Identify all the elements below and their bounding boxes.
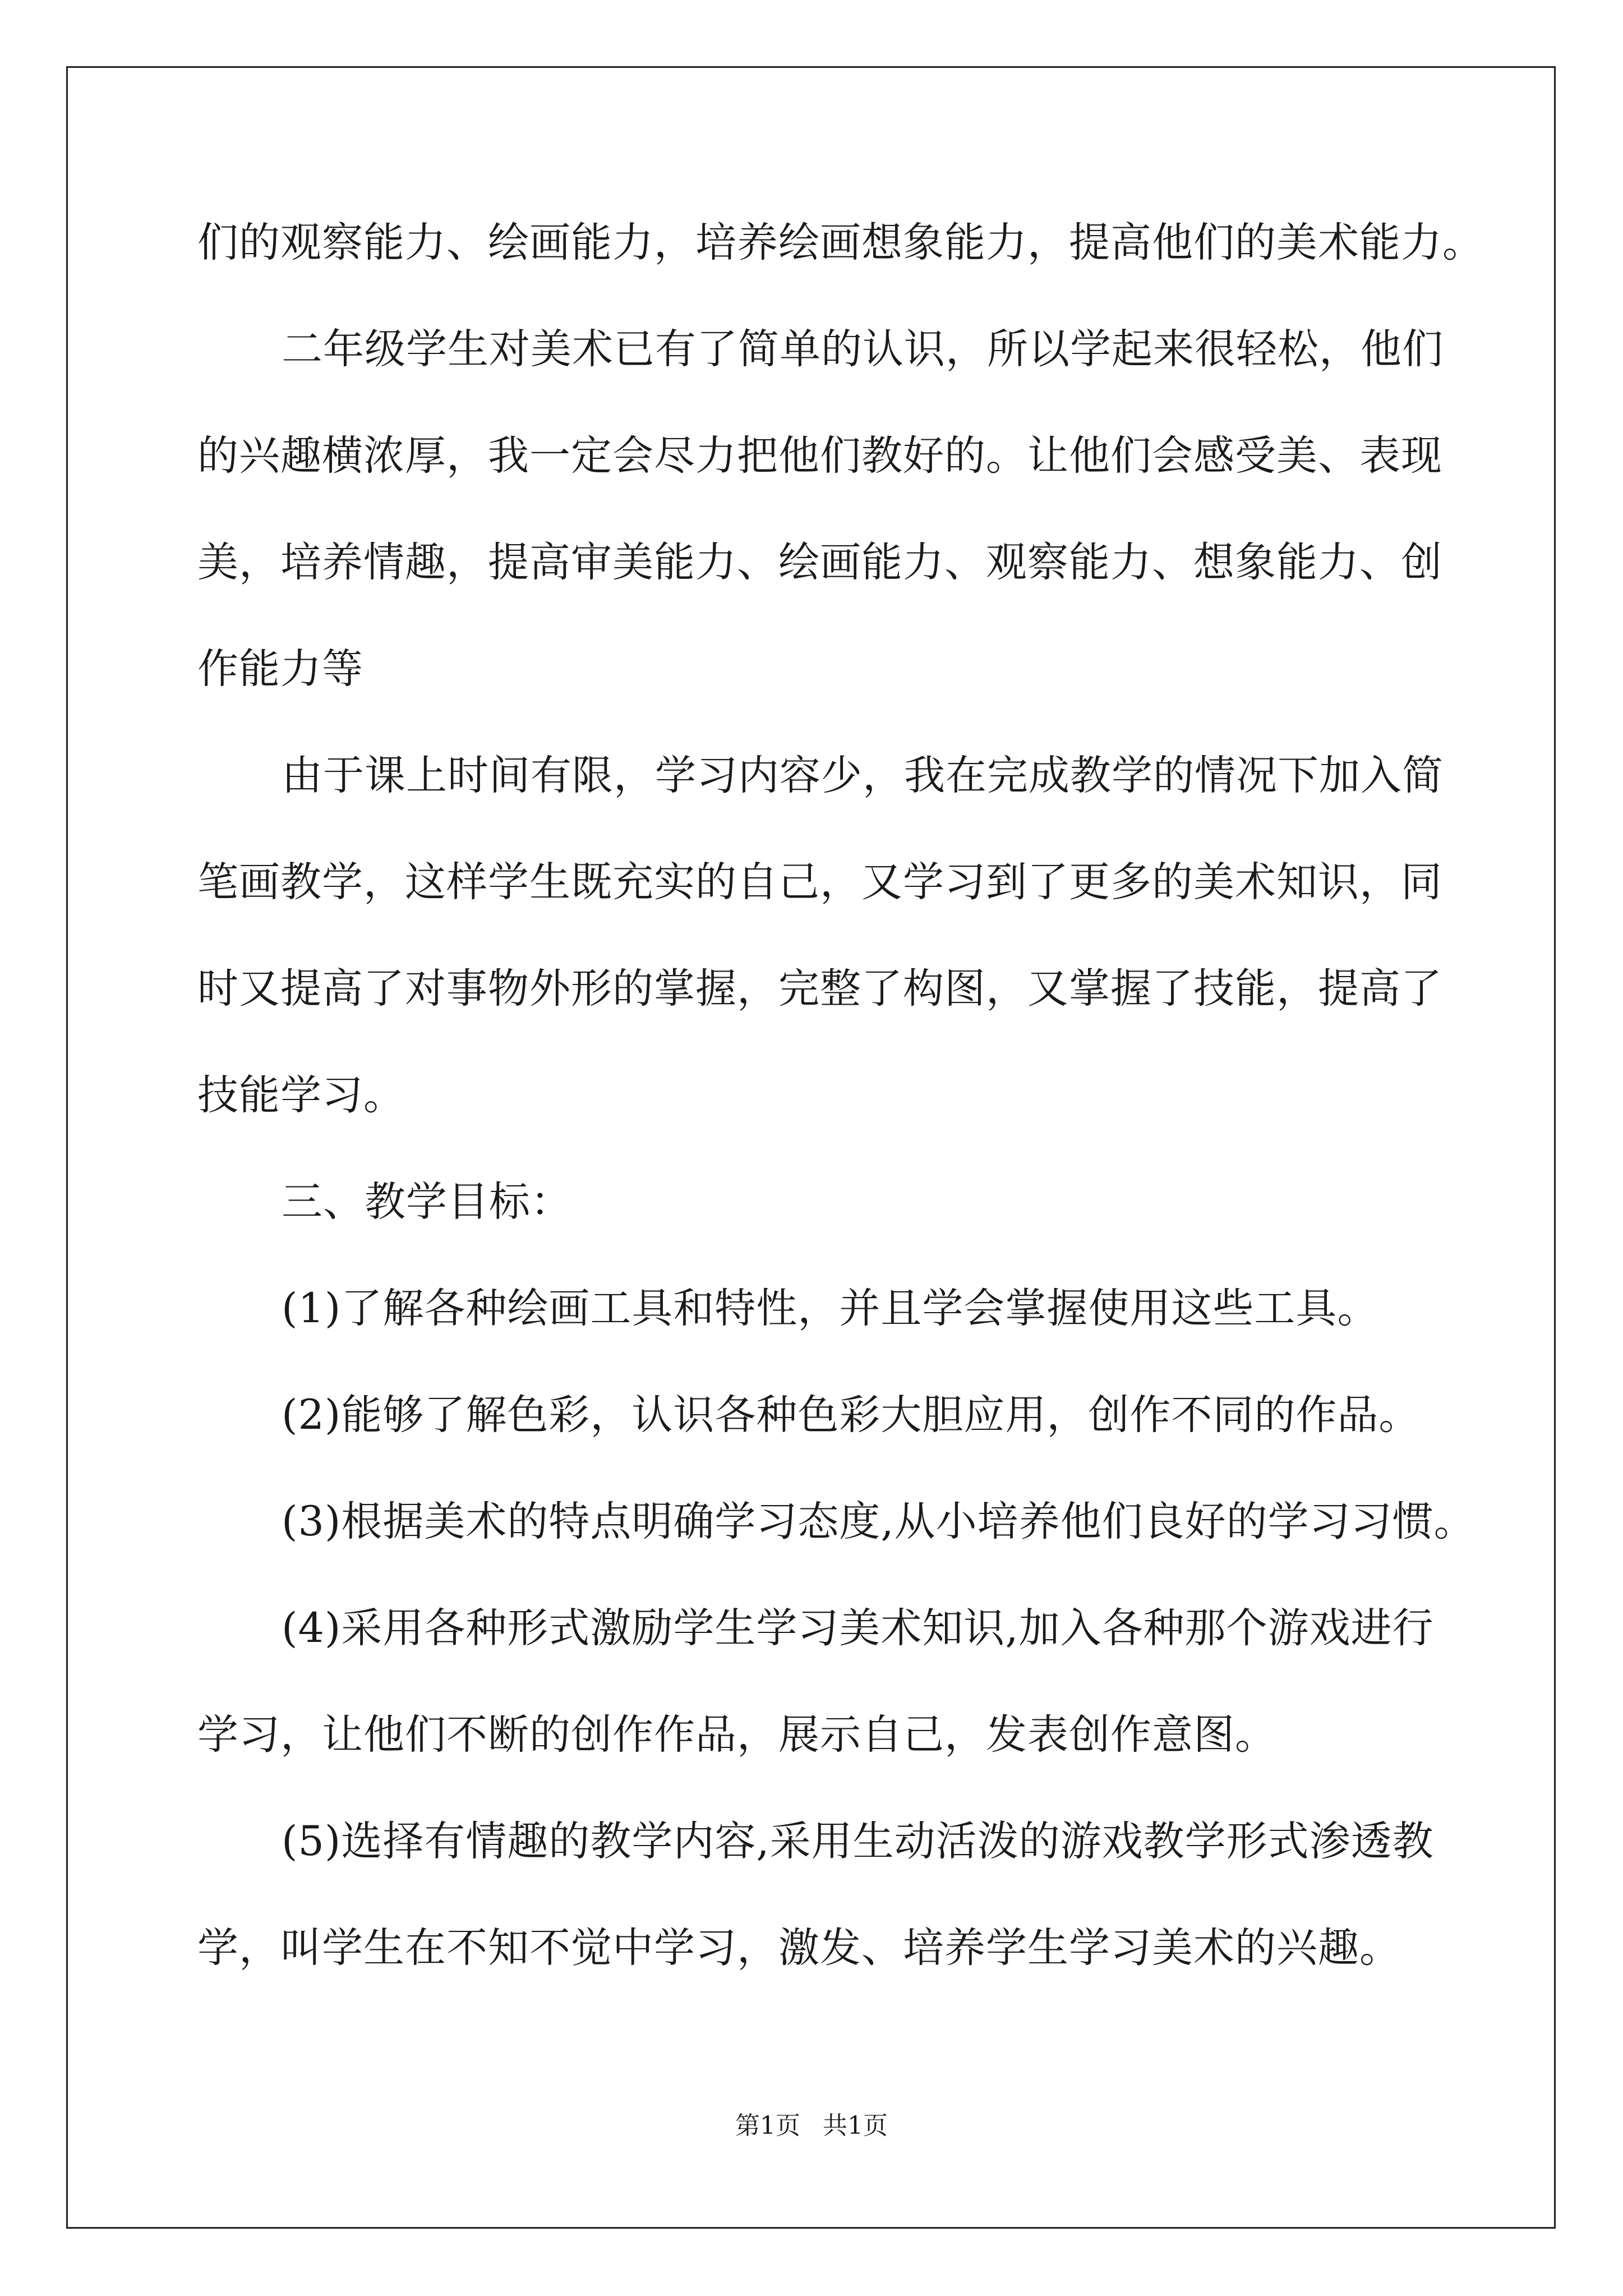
text-line: 的兴趣横浓厚，我一定会尽力把他们教好的。让他们会感受美、表现 bbox=[197, 432, 1442, 480]
text-line: 学，叫学生在不知不觉中学习，激发、培养学生学习美术的兴趣。 bbox=[197, 1924, 1401, 1972]
text-line: 笔画教学，这样学生既充实的自己，又学习到了更多的美术知识，同 bbox=[197, 858, 1442, 906]
page-total: 共1页 bbox=[823, 2111, 888, 2140]
list-item: (1)了解各种绘画工具和特性，并且学会掌握使用这些工具。 bbox=[282, 1285, 1379, 1332]
list-item: (3)根据美术的特点明确学习态度,从小培养他们良好的学习习惯。 bbox=[282, 1498, 1476, 1545]
page-frame bbox=[66, 66, 1556, 2229]
page-footer bbox=[0, 2109, 1623, 2143]
text-line: 技能学习。 bbox=[197, 1071, 405, 1119]
list-item: (5)选择有情趣的教学内容,采用生动活泼的游戏教学形式渗透教 bbox=[282, 1818, 1434, 1865]
text-line: 学习，让他们不断的创作作品，展示自己，发表创作意图。 bbox=[197, 1711, 1276, 1759]
page-number: 第1页 bbox=[735, 2111, 800, 2140]
text-line: 二年级学生对美术已有了简单的认识，所以学起来很轻松，他们 bbox=[282, 325, 1444, 373]
text-line: 美，培养情趣，提高审美能力、绘画能力、观察能力、想象能力、创 bbox=[197, 539, 1442, 586]
text-line: 由于课上时间有限，学习内容少，我在完成教学的情况下加入简 bbox=[282, 752, 1444, 799]
section-heading: 三、教学目标： bbox=[282, 1178, 572, 1226]
list-item: (2)能够了解色彩，认识各种色彩大胆应用，创作不同的作品。 bbox=[282, 1391, 1421, 1439]
list-item: (4)采用各种形式激励学生学习美术知识,加入各种那个游戏进行 bbox=[282, 1604, 1434, 1652]
text-line: 作能力等 bbox=[197, 645, 363, 693]
text-line: 们的观察能力、绘画能力，培养绘画想象能力，提高他们的美术能力。 bbox=[197, 219, 1484, 266]
text-line: 时又提高了对事物外形的掌握，完整了构图，又掌握了技能，提高了 bbox=[197, 965, 1442, 1013]
